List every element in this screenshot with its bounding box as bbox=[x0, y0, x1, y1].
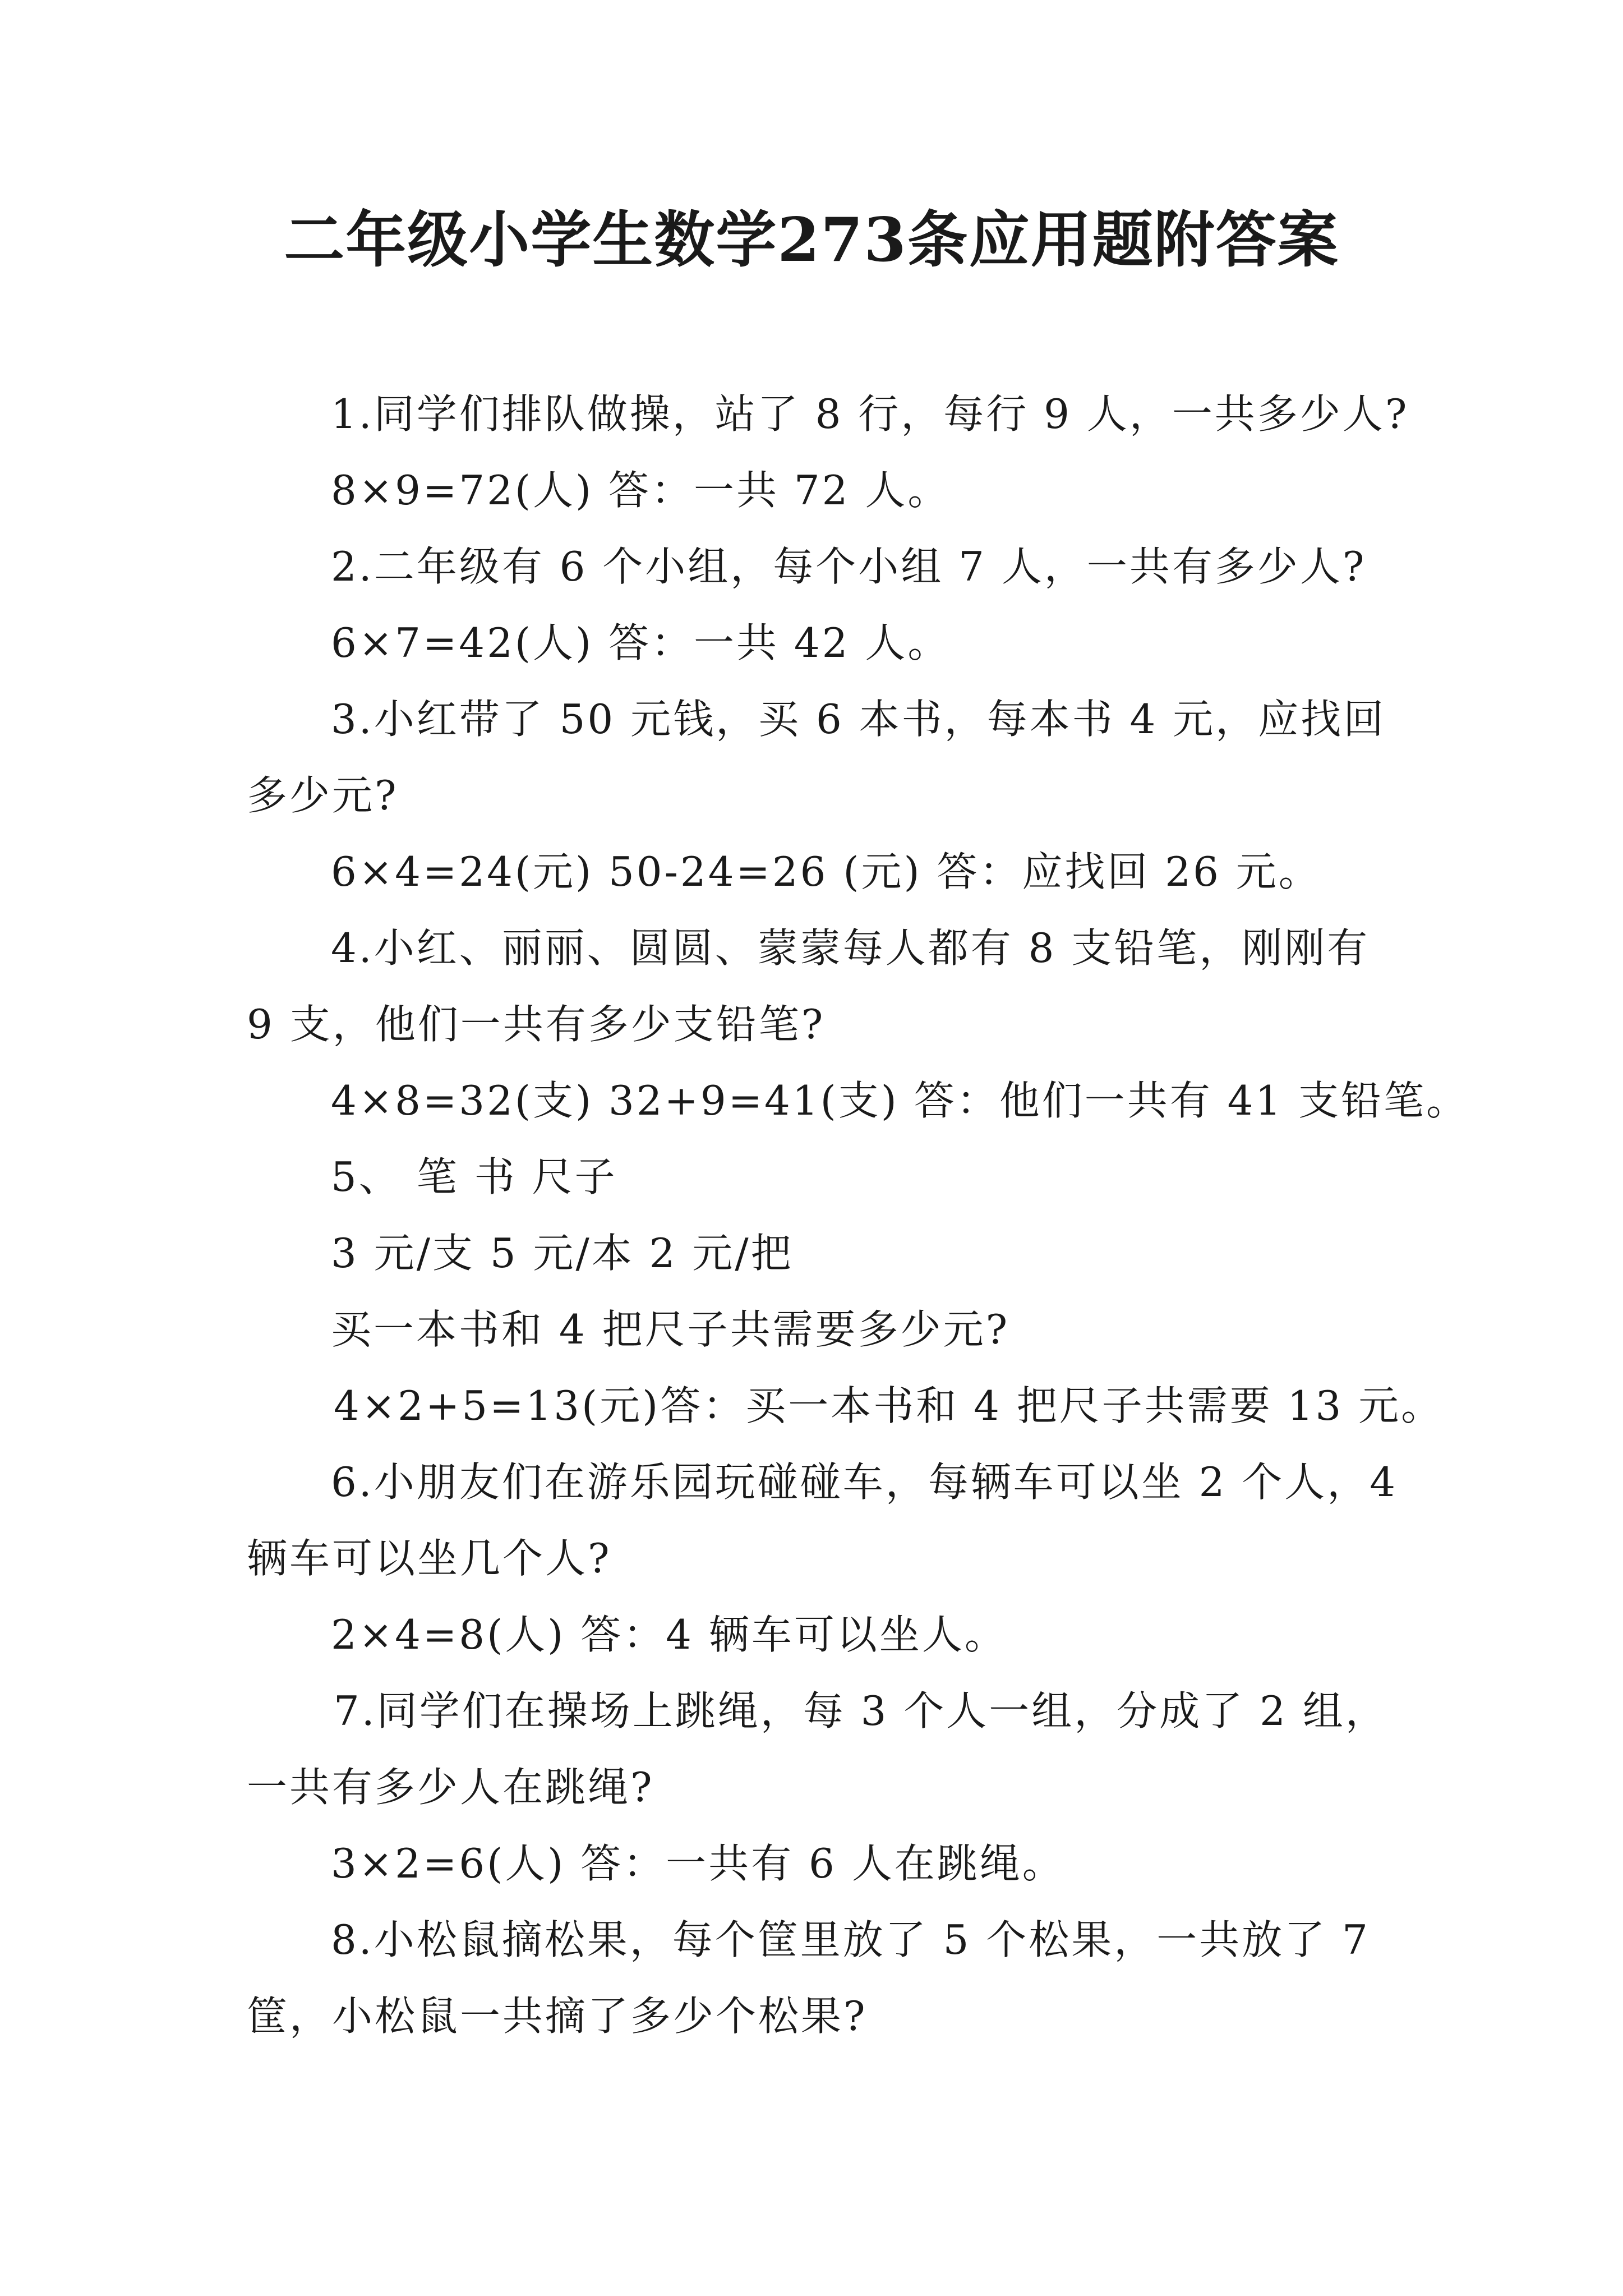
question-2: 2.二年级有 6 个小组，每个小组 7 人，一共有多少人? bbox=[331, 543, 1367, 590]
question-3-line-1: 3.小红带了 50 元钱，买 6 本书，每本书 4 元，应找回 bbox=[331, 696, 1386, 743]
document-title: 二年级小学生数学273条应用题附答案 bbox=[284, 205, 1339, 275]
question-5-items: 5、 笔 书 尺子 bbox=[331, 1153, 617, 1200]
question-5-prices: 3 元/支 5 元/本 2 元/把 bbox=[331, 1230, 794, 1277]
document-body bbox=[247, 376, 1469, 2054]
question-4-line-1: 4.小红、丽丽、圆圆、蒙蒙每人都有 8 支铅笔，刚刚有 bbox=[331, 924, 1370, 972]
answer-1: 8×9=72(人) 答：一共 72 人。 bbox=[331, 467, 951, 514]
question-6-line-1: 6.小朋友们在游乐园玩碰碰车，每辆车可以坐 2 个人，4 bbox=[331, 1458, 1398, 1506]
answer-7: 3×2=6(人) 答：一共有 6 人在跳绳。 bbox=[331, 1840, 1065, 1887]
answer-3: 6×4=24(元) 50-24=26 (元) 答：应找回 26 元。 bbox=[331, 848, 1321, 895]
question-6-line-2: 辆车可以坐几个人? bbox=[247, 1535, 612, 1582]
question-7-line-1: 7.同学们在操场上跳绳，每 3 个人一组，分成了 2 组， bbox=[334, 1687, 1388, 1734]
question-8-line-2: 筐，小松鼠一共摘了多少个松果? bbox=[247, 1993, 868, 2040]
question-3-line-2: 多少元? bbox=[247, 772, 399, 819]
question-8-line-1: 8.小松鼠摘松果，每个筐里放了 5 个松果，一共放了 7 bbox=[331, 1916, 1370, 1963]
answer-4: 4×8=32(支) 32+9=41(支) 答：他们一共有 41 支铅笔。 bbox=[331, 1077, 1469, 1124]
answer-2: 6×7=42(人) 答：一共 42 人。 bbox=[331, 619, 951, 666]
answer-5: 4×2+5=13(元)答：买一本书和 4 把尺子共需要 13 元。 bbox=[334, 1382, 1444, 1429]
question-5-ask: 买一本书和 4 把尺子共需要多少元? bbox=[331, 1306, 1010, 1353]
question-7-line-2: 一共有多少人在跳绳? bbox=[247, 1764, 654, 1811]
question-4-line-2: 9 支，他们一共有多少支铅笔? bbox=[247, 1001, 826, 1048]
question-1: 1.同学们排队做操，站了 8 行，每行 9 人，一共多少人? bbox=[331, 390, 1409, 438]
answer-6: 2×4=8(人) 答：4 辆车可以坐人。 bbox=[331, 1611, 1007, 1658]
